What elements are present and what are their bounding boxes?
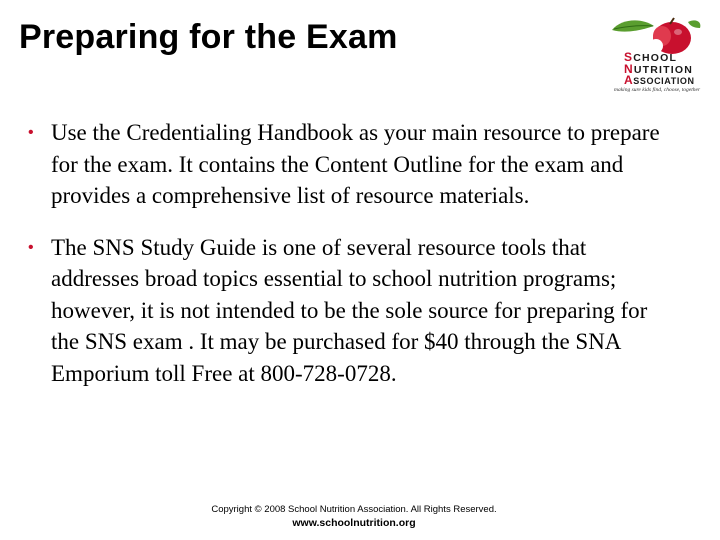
footer-copyright: Copyright © 2008 School Nutrition Association. All Rights Reserved. bbox=[211, 504, 497, 515]
bullet-item bbox=[28, 117, 668, 212]
bullet-text: Use the Credentialing Handbook as your main resource to prepare for the exam. It contains the Content Outline for the exam and provides a comprehensive list of resource materials. bbox=[51, 120, 660, 208]
sna-logo bbox=[604, 16, 708, 98]
logo-wordmark bbox=[624, 52, 695, 87]
bullet-icon: • bbox=[28, 124, 34, 141]
logo-line-school: SCHOOL bbox=[624, 50, 678, 64]
page-title: Preparing for the Exam bbox=[19, 18, 398, 56]
bullet-list bbox=[28, 117, 668, 409]
logo-tagline: making sure kids find, choose, together bbox=[614, 87, 701, 93]
bullet-text: The SNS Study Guide is one of several resource tools that addresses broad topics essential to school nutrition programs; however, it is not intended to be the sole source for preparing for the SNS exam . It may be purchased for $40 through the SNA Emporium toll Free at 800-728-0728. bbox=[51, 234, 648, 386]
logo-line-nutrition: NUTRITION bbox=[624, 61, 694, 76]
logo-line-association: ASSOCIATION bbox=[624, 73, 695, 87]
bullet-icon: • bbox=[28, 238, 34, 256]
bullet-item bbox=[28, 232, 668, 390]
footer-url-link[interactable]: www.schoolnutrition.org bbox=[292, 517, 416, 529]
